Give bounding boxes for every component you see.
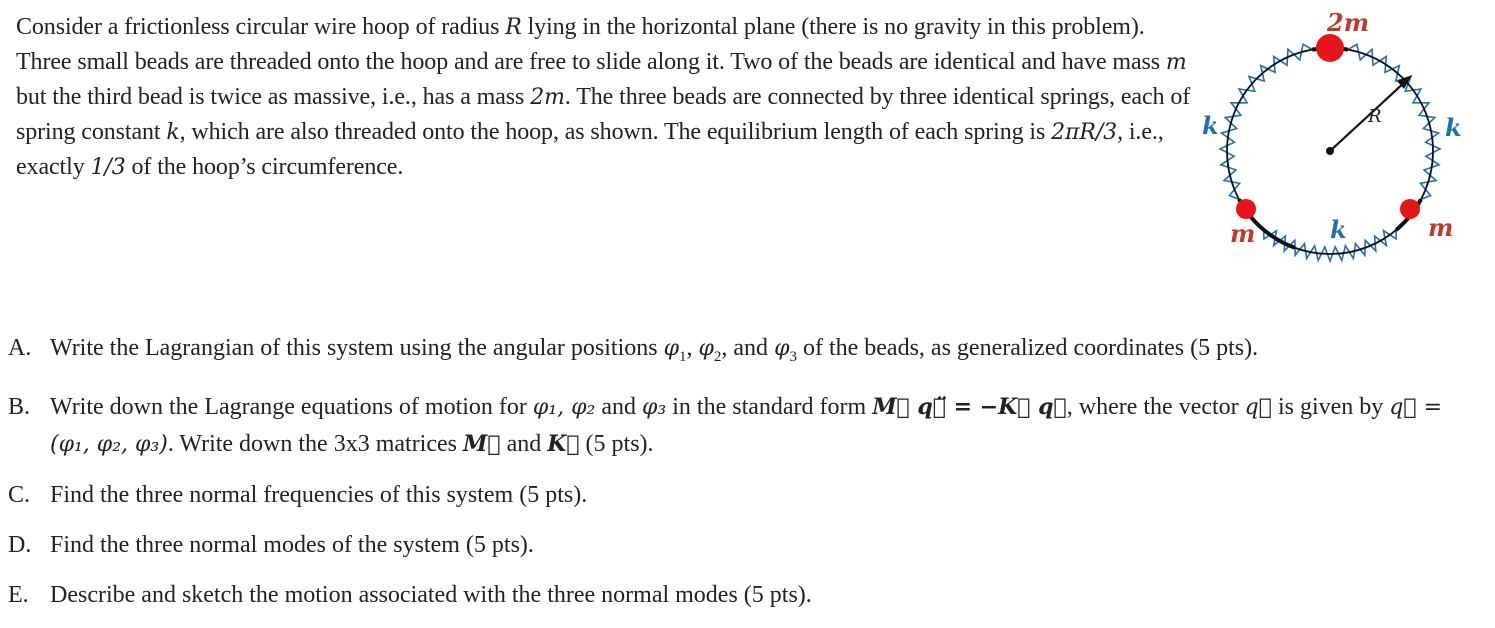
question-label: D. [8,531,32,558]
label-k-left: k [1202,111,1219,140]
var-m: m [1165,50,1187,75]
label-2m: 2m [1327,8,1370,37]
text-part: in the standard form [666,393,873,420]
matrix-K: K⃡ [547,430,580,457]
text-part: . Write down the 3x3 matrices [167,430,463,457]
bead-2m [1316,34,1344,62]
var-R: R [505,15,522,40]
bead-m-right [1400,199,1420,219]
subscript: 3 [789,348,797,365]
question-label: E. [8,581,29,608]
math-expression: φ₃ [642,394,667,420]
text-part: , and [721,335,775,361]
subscript: 1 [679,348,687,365]
intro-text-5: , which are also threaded onto the hoop, as shown. The equilibrium length of each spring is [179,119,1052,145]
question-text [50,330,1478,375]
intro-text-2: lying in the horizontal plane (there is no gravity in this problem). Three small beads are threaded onto the hoop and are free to slide along it. Two of the beads are identical and have mass [16,14,1166,75]
math-expression: q⃗ = (φ₁, φ₂, φ₃) [50,394,1443,457]
question-list [8,330,1478,627]
problem-intro [16,10,1191,185]
question-text: Describe and sketch the motion associated with the three normal modes (5 pts). [50,581,812,608]
intro-text-6: , i.e., exactly [16,119,1164,180]
question-b [8,389,1478,463]
equation-of-motion: M⃡ q⃗̈ = −K⃡ q⃗ [872,393,1067,420]
text-part: , [686,335,699,361]
spring-coil [1220,44,1312,199]
text-part: and [595,393,642,420]
question-text: Find the three normal modes of the system (5 pts). [50,531,534,558]
text-part: Write the Lagrangian of this system using the angular positions [50,335,664,361]
text-part: Write down the Lagrange equations of motion for [50,393,533,420]
text-part: is given by [1271,393,1390,420]
label-m-left: m [1230,219,1256,248]
phi-symbol: φ [698,336,714,361]
question-a [8,330,1478,375]
question-text [50,389,1478,463]
math-expression: q⃗ [1244,394,1272,420]
phi-symbol: φ [774,336,790,361]
question-c [8,477,1478,513]
label-k-right: k [1445,113,1462,142]
matrix-M: M⃡ [463,430,501,457]
var-2m: 2m [530,85,565,110]
label-R: R [1368,106,1382,127]
bead-m-left [1236,199,1256,219]
question-e [8,577,1478,613]
var-spring-length: 2πR/3 [1051,120,1118,145]
center-dot [1326,147,1334,155]
question-label: A. [8,335,32,361]
intro-text-7: of the hoop’s circumference. [125,154,404,180]
question-d [8,527,1478,563]
text-part: , where the vector [1066,393,1245,420]
var-k: k [166,120,180,145]
var-fraction: 1/3 [90,155,126,180]
label-m-right: m [1428,213,1454,242]
text-part: (5 pts). [579,430,654,457]
hoop-diagram [1190,0,1490,290]
phi-symbol: φ [663,336,679,361]
subscript: 2 [713,348,722,365]
question-label: C. [8,481,31,508]
text-part: of the beads, as generalized coordinates (5 pts). [796,335,1259,361]
intro-text-4: . The three beads are connected by three identical springs, each of spring constant [16,84,1191,145]
question-text: Find the three normal frequencies of this system (5 pts). [50,481,588,508]
math-expression: φ₁, φ₂ [532,394,596,420]
label-k-bottom: k [1330,215,1347,244]
intro-text-3: but the third bead is twice as massive, i.e., has a mass [16,84,531,110]
question-label: B. [8,393,31,420]
intro-text-1: Consider a frictionless circular wire hoop of radius [16,14,506,40]
text-part: and [500,430,548,457]
